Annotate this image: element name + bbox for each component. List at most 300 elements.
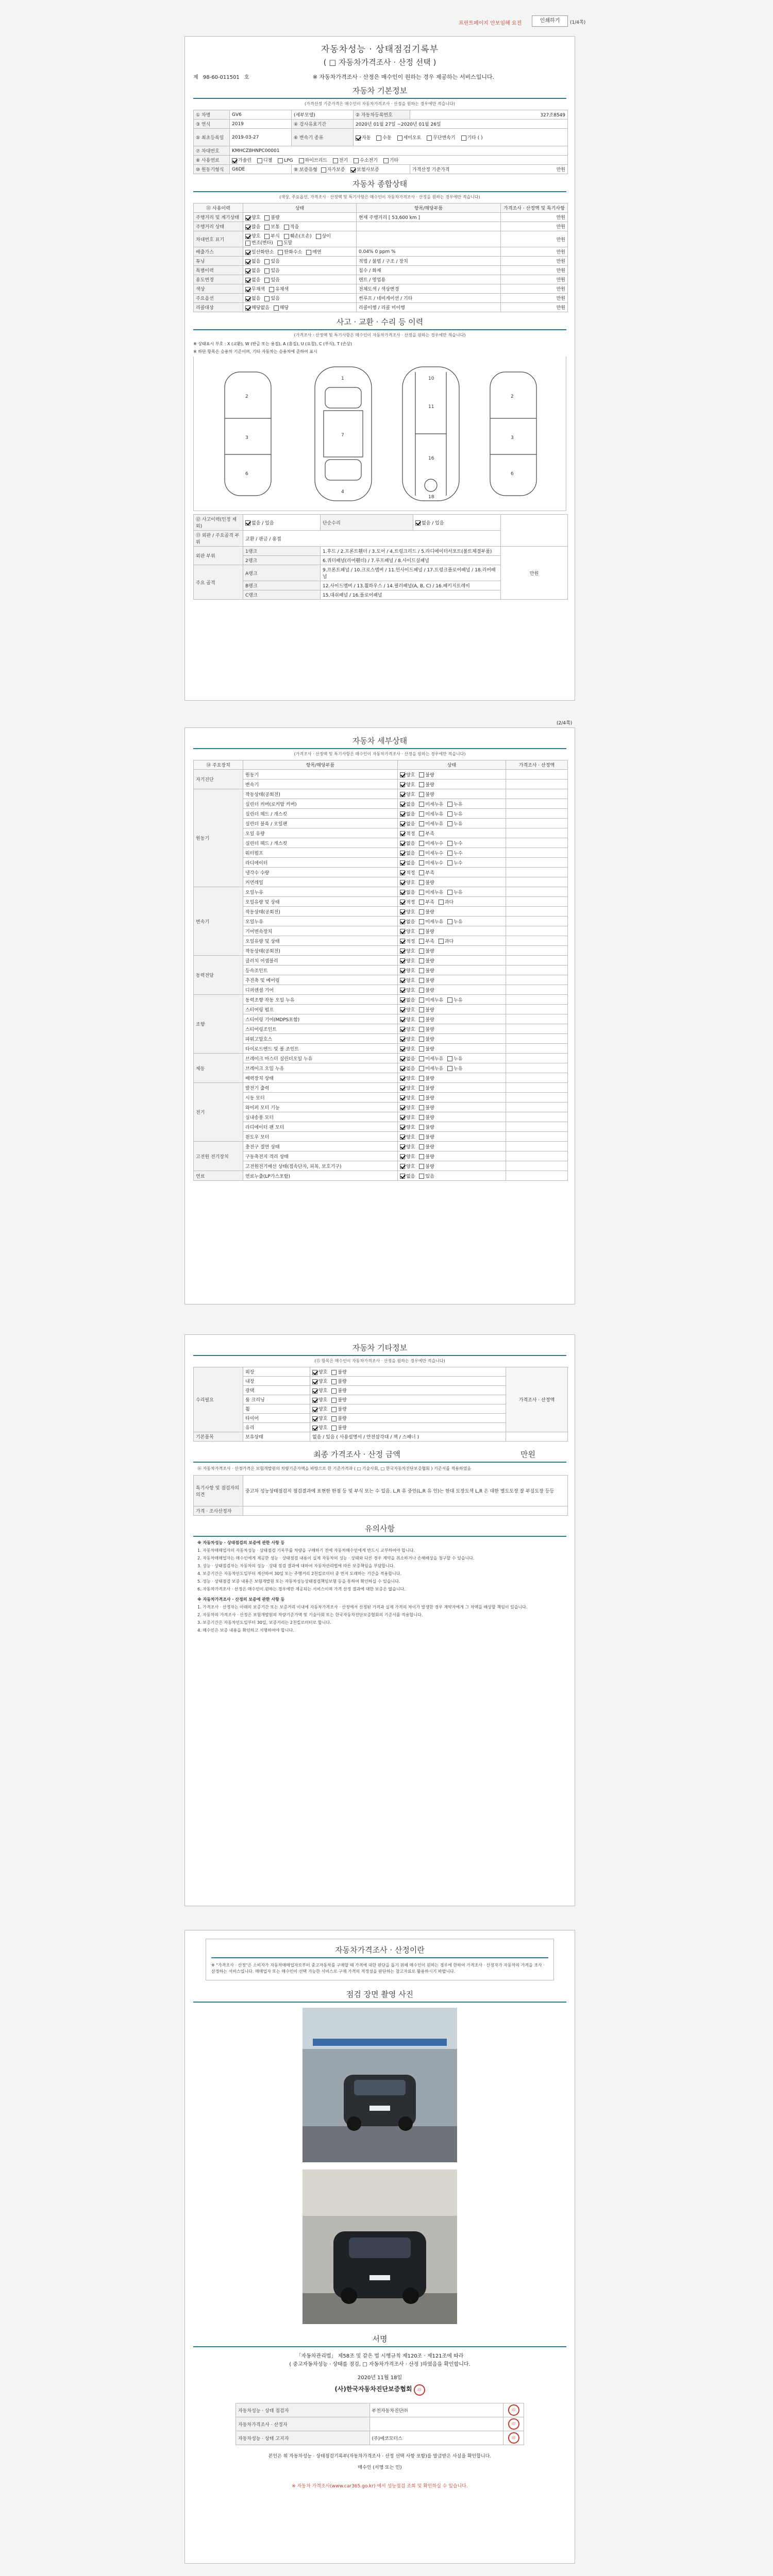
- state-checkbox[interactable]: [419, 968, 424, 973]
- state-checkbox[interactable]: [400, 1017, 405, 1022]
- state-checkbox[interactable]: [400, 772, 405, 777]
- detail-state: [398, 887, 506, 897]
- state-checkbox[interactable]: [400, 1046, 405, 1052]
- state-option: [439, 900, 453, 905]
- state-checkbox[interactable]: [419, 841, 424, 846]
- photo-2-svg: [303, 2170, 457, 2324]
- state-option: [264, 268, 279, 274]
- state-checkbox[interactable]: [419, 1144, 424, 1149]
- state-checkbox[interactable]: [400, 851, 405, 856]
- state-option: [400, 792, 415, 798]
- accident-state: [243, 515, 321, 531]
- sign-title: 서명: [193, 2333, 566, 2347]
- state-checkbox[interactable]: [245, 234, 250, 239]
- state-option-label: 양호: [406, 988, 415, 993]
- state-checkbox[interactable]: [400, 1164, 405, 1169]
- state-checkbox[interactable]: [245, 306, 250, 311]
- part-num: 3: [511, 435, 514, 440]
- checkbox-fuel-other[interactable]: [383, 158, 389, 163]
- state-checkbox[interactable]: [312, 1398, 317, 1403]
- part-num: 6: [511, 471, 514, 477]
- state-checkbox[interactable]: [400, 1056, 405, 1061]
- state-checkbox[interactable]: [419, 988, 424, 993]
- state-checkbox[interactable]: [400, 1125, 405, 1130]
- car-top-rear-window: [325, 460, 361, 480]
- state-checkbox[interactable]: [400, 997, 405, 1003]
- state-checkbox[interactable]: [400, 968, 405, 973]
- etc-item: 유리: [243, 1423, 310, 1432]
- summary-row-state: [243, 303, 357, 312]
- state-checkbox[interactable]: [264, 215, 270, 221]
- inspection-photo-1: [303, 2008, 457, 2162]
- detail-group-label: 고전원 전기장치: [194, 1142, 243, 1171]
- state-checkbox[interactable]: [419, 1154, 424, 1159]
- state-option: [419, 812, 443, 817]
- signer-stamp: [503, 2431, 524, 2445]
- accident-label: ⑫ 사고이력(인정 제외): [194, 515, 243, 531]
- state-checkbox[interactable]: [419, 919, 424, 924]
- detail-row: [194, 946, 568, 956]
- detail-price: [506, 877, 568, 887]
- state-checkbox[interactable]: [277, 241, 282, 246]
- state-option: [400, 1086, 415, 1091]
- state-option: [419, 969, 434, 974]
- detail-row: [194, 1034, 568, 1044]
- footer-note: ※ 자동차 가격조사(www.car365.go.kr) 에서 성능점검 조회 및 확인하실 수 있습니다.: [292, 2484, 468, 2489]
- checkbox-fuel-diesel[interactable]: [257, 158, 262, 163]
- state-option: [400, 822, 415, 827]
- state-checkbox[interactable]: [306, 250, 311, 255]
- state-checkbox[interactable]: [400, 1007, 405, 1012]
- checkbox-gear-semi[interactable]: [397, 135, 402, 141]
- state-checkbox[interactable]: [400, 948, 405, 954]
- state-checkbox[interactable]: [419, 811, 424, 817]
- notice-item: 6. 자동차가격조사 · 산정은 매수인이 원하는 경우에만 제공되는 서비스이며 가격 산정 결과에 대한 보증은 없습니다.: [197, 1587, 406, 1591]
- page-4: [184, 1930, 575, 2564]
- state-checkbox[interactable]: [264, 259, 270, 264]
- state-checkbox[interactable]: [447, 811, 452, 817]
- state-option: [331, 1379, 346, 1384]
- state-option-label: 불량: [425, 1027, 434, 1032]
- detail-row: [194, 770, 568, 779]
- state-checkbox[interactable]: [400, 1095, 405, 1100]
- state-checkbox[interactable]: [400, 1066, 405, 1071]
- state-option-label: 많음: [251, 225, 261, 230]
- state-checkbox[interactable]: [284, 234, 289, 239]
- state-option-label: 과다: [444, 900, 454, 905]
- state-checkbox[interactable]: [419, 958, 424, 963]
- state-checkbox[interactable]: [419, 1046, 424, 1052]
- state-checkbox[interactable]: [419, 1174, 424, 1179]
- state-checkbox[interactable]: [400, 792, 405, 797]
- state-checkbox[interactable]: [400, 880, 405, 885]
- state-option-label: 없음: [251, 296, 261, 301]
- state-checkbox[interactable]: [400, 1027, 405, 1032]
- detail-price: [506, 1063, 568, 1073]
- state-checkbox[interactable]: [400, 939, 405, 944]
- outer-rank1-items: 1.후드 / 2.프론트휀더 / 3.도어 / 4.트렁크리드 / 5.라디에이터서포트(볼트체결부품): [321, 547, 501, 556]
- state-option-label: 불량: [425, 909, 434, 915]
- state-option: [245, 268, 260, 274]
- state-option-label: 없음: [251, 259, 261, 264]
- car-name-label: ① 차명: [194, 110, 230, 120]
- state-checkbox[interactable]: [419, 1164, 424, 1169]
- state-option-label: 양호: [406, 1144, 415, 1150]
- checkbox-fuel-gasoline[interactable]: [232, 158, 237, 163]
- accident-price: 만원: [501, 547, 568, 600]
- notice-title: 유의사항: [193, 1523, 566, 1537]
- state-checkbox[interactable]: [447, 890, 452, 895]
- state-checkbox[interactable]: [400, 1144, 405, 1149]
- state-checkbox[interactable]: [447, 802, 452, 807]
- gear-opt-label: 무단변속기: [433, 135, 456, 141]
- state-checkbox[interactable]: [419, 1056, 424, 1061]
- state-option: [447, 802, 462, 807]
- checkbox-simple-none[interactable]: [415, 520, 421, 526]
- state-checkbox[interactable]: [245, 225, 250, 230]
- doc-subtitle: ( □ 자동차가격조사 · 산정 선택 ): [323, 58, 436, 67]
- state-checkbox[interactable]: [419, 772, 424, 777]
- state-checkbox[interactable]: [419, 821, 424, 826]
- summary-row-price: 만원: [501, 294, 568, 303]
- state-checkbox[interactable]: [400, 1134, 405, 1140]
- state-checkbox[interactable]: [312, 1416, 317, 1421]
- doc-title: 자동차성능 · 상태점검기록부: [321, 44, 439, 55]
- state-checkbox[interactable]: [400, 1105, 405, 1110]
- detail-section-sub: (가격조사 · 산정액 및 특기사항은 매수인이 자동차가격조사 · 산정을 원하는 경우에만 적습니다): [294, 752, 466, 756]
- state-checkbox[interactable]: [312, 1379, 317, 1384]
- state-checkbox[interactable]: [419, 978, 424, 983]
- checkbox-fuel-lpg[interactable]: [278, 158, 283, 163]
- fuel-opt-label: 전기: [339, 158, 348, 163]
- etc-table: [193, 1367, 568, 1442]
- state-option-label: 적정: [406, 939, 415, 944]
- detail-row: [194, 1171, 568, 1181]
- state-checkbox[interactable]: [312, 1388, 317, 1394]
- state-checkbox[interactable]: [447, 821, 452, 826]
- state-option: [400, 1066, 415, 1072]
- state-checkbox[interactable]: [439, 900, 444, 905]
- state-option-label: 적정: [406, 900, 415, 905]
- state-checkbox[interactable]: [419, 1095, 424, 1100]
- state-checkbox[interactable]: [447, 997, 452, 1003]
- state-checkbox[interactable]: [264, 234, 270, 239]
- state-checkbox[interactable]: [400, 978, 405, 983]
- state-checkbox[interactable]: [400, 841, 405, 846]
- state-option: [439, 939, 453, 944]
- checkbox-warranty-self[interactable]: [321, 167, 326, 173]
- state-option: [419, 1086, 434, 1091]
- detail-price: [506, 917, 568, 926]
- etc-item: 외장: [243, 1367, 310, 1377]
- seal-icon: 印: [508, 2432, 519, 2444]
- summary-col-detail: 항목/해당부품: [357, 204, 501, 213]
- detail-row: [194, 809, 568, 819]
- signer-row: [236, 2417, 524, 2431]
- warranty-opt: 자가보증: [327, 167, 345, 173]
- state-option: [306, 250, 321, 255]
- checkbox-fuel-ev[interactable]: [333, 158, 338, 163]
- state-option: [419, 988, 434, 993]
- state-option-label: 양호: [406, 1086, 415, 1091]
- summary-row-price: 만원: [501, 266, 568, 275]
- detail-item: 작동상태(공회전): [243, 946, 398, 956]
- checkbox-gear-cvt[interactable]: [427, 135, 432, 141]
- state-option: [400, 1027, 415, 1032]
- state-checkbox[interactable]: [312, 1370, 317, 1375]
- state-option: [419, 802, 443, 807]
- state-checkbox[interactable]: [419, 909, 424, 914]
- state-checkbox[interactable]: [419, 1017, 424, 1022]
- state-checkbox[interactable]: [400, 958, 405, 963]
- state-option-label: 매연: [312, 250, 322, 255]
- state-option: [419, 890, 443, 895]
- state-checkbox[interactable]: [419, 831, 424, 836]
- state-option: [419, 1076, 434, 1081]
- state-option-label: 있음: [271, 259, 280, 264]
- state-checkbox[interactable]: [400, 1115, 405, 1120]
- etc-state: [310, 1367, 506, 1377]
- detail-state: [398, 1024, 506, 1034]
- state-checkbox[interactable]: [447, 851, 452, 856]
- state-checkbox[interactable]: [284, 225, 289, 230]
- state-checkbox[interactable]: [419, 939, 424, 944]
- state-option: [419, 1145, 434, 1150]
- state-checkbox[interactable]: [400, 802, 405, 807]
- checkbox-accident-none[interactable]: [245, 520, 250, 526]
- state-checkbox[interactable]: [419, 851, 424, 856]
- state-checkbox[interactable]: [447, 919, 452, 924]
- state-checkbox[interactable]: [400, 1086, 405, 1091]
- state-checkbox[interactable]: [245, 278, 250, 283]
- state-checkbox[interactable]: [264, 278, 270, 283]
- state-checkbox[interactable]: [278, 250, 283, 255]
- state-checkbox[interactable]: [419, 1086, 424, 1091]
- rank-a: A랭크: [243, 565, 321, 581]
- etc-section-sub: (⑮ 항목은 매수인이 자동차가격조사 · 산정을 원하는 경우에만 적습니다): [314, 1359, 445, 1363]
- state-option-label: 불량: [425, 782, 434, 788]
- state-checkbox[interactable]: [419, 880, 424, 885]
- state-option: [269, 287, 289, 292]
- accident-table: [193, 514, 568, 600]
- state-option-label: 불량: [425, 772, 434, 778]
- summary-row-label: 배출가스: [194, 247, 243, 257]
- state-option-label: 양호: [318, 1388, 328, 1394]
- detail-state: [398, 770, 506, 779]
- state-checkbox[interactable]: [400, 909, 405, 914]
- valid-period: 2020년 01월 27일 ~2020년 01월 26일: [354, 120, 568, 129]
- checkbox-gear-manual[interactable]: [376, 135, 381, 141]
- state-option-label: 적정: [406, 831, 415, 837]
- state-checkbox[interactable]: [400, 1037, 405, 1042]
- checkbox-fuel-hydrogen[interactable]: [354, 158, 359, 163]
- state-option-label: 해당: [279, 306, 289, 311]
- summary-row-price: 만원: [501, 257, 568, 266]
- state-checkbox[interactable]: [419, 900, 424, 905]
- summary-row-price: 만원: [501, 303, 568, 312]
- state-checkbox[interactable]: [419, 792, 424, 797]
- warranty-options: [292, 165, 410, 174]
- state-option: [419, 1057, 443, 1062]
- state-option-label: 양호: [406, 880, 415, 886]
- state-checkbox[interactable]: [419, 1007, 424, 1012]
- state-option: [400, 949, 415, 954]
- state-checkbox[interactable]: [419, 782, 424, 787]
- state-checkbox[interactable]: [245, 241, 250, 246]
- state-checkbox[interactable]: [400, 919, 405, 924]
- state-checkbox[interactable]: [269, 287, 274, 292]
- state-checkbox[interactable]: [419, 1027, 424, 1032]
- state-option: [284, 234, 312, 239]
- receipt-line: [185, 2452, 575, 2461]
- detail-state: [398, 1142, 506, 1151]
- state-checkbox[interactable]: [447, 1056, 452, 1061]
- state-checkbox[interactable]: [245, 250, 250, 255]
- state-checkbox[interactable]: [245, 287, 250, 292]
- state-option: [419, 841, 443, 846]
- state-checkbox[interactable]: [400, 929, 405, 934]
- receipt-sign-mark[interactable]: (서명 또는 인): [373, 2465, 402, 2470]
- state-option: [400, 1057, 415, 1062]
- etc-item: 룸 크리닝: [243, 1395, 310, 1404]
- part-num: 7: [341, 433, 344, 438]
- state-checkbox[interactable]: [419, 802, 424, 807]
- state-checkbox[interactable]: [400, 821, 405, 826]
- state-option-label: 없음: [251, 268, 261, 274]
- signer-role: 자동차성능 · 상태 점검자: [236, 2403, 370, 2417]
- state-checkbox[interactable]: [419, 1134, 424, 1140]
- state-checkbox[interactable]: [331, 1379, 337, 1384]
- state-option: [400, 900, 415, 905]
- state-checkbox[interactable]: [447, 1066, 452, 1071]
- state-option: [419, 1115, 434, 1121]
- state-checkbox[interactable]: [400, 782, 405, 787]
- detail-state: [398, 789, 506, 799]
- state-checkbox[interactable]: [400, 1076, 405, 1081]
- first-reg: 2019-03-27: [230, 129, 292, 146]
- state-checkbox[interactable]: [419, 948, 424, 954]
- state-checkbox[interactable]: [419, 997, 424, 1003]
- state-checkbox[interactable]: [245, 296, 250, 301]
- state-option-label: 미세누수: [425, 851, 444, 856]
- state-option-label: 양호: [406, 1125, 415, 1130]
- detail-item: 배력장치 상태: [243, 1073, 398, 1083]
- state-checkbox[interactable]: [419, 1125, 424, 1130]
- state-checkbox[interactable]: [274, 306, 279, 311]
- summary-row: [194, 303, 568, 312]
- detail-item: 라디에이터: [243, 858, 398, 868]
- state-checkbox[interactable]: [419, 1115, 424, 1120]
- state-checkbox[interactable]: [400, 811, 405, 817]
- state-checkbox[interactable]: [331, 1426, 337, 1431]
- state-checkbox[interactable]: [331, 1416, 337, 1421]
- detail-item: 연료누출(LP가스포함): [243, 1171, 398, 1181]
- detail-row: [194, 975, 568, 985]
- state-checkbox[interactable]: [316, 234, 321, 239]
- state-checkbox[interactable]: [312, 1407, 317, 1412]
- detail-row: [194, 1112, 568, 1122]
- state-option-label: 있음: [425, 1174, 434, 1179]
- detail-item: 원동기: [243, 770, 398, 779]
- state-checkbox[interactable]: [331, 1407, 337, 1412]
- state-option-label: 양호: [406, 1046, 415, 1052]
- state-checkbox[interactable]: [400, 900, 405, 905]
- accident-legend-2: ※ 하단 항목은 승용차 기준이며, 기타 자동차는 승용차에 준하여 표시: [193, 349, 317, 354]
- detail-item: 충전구 절연 상태: [243, 1142, 398, 1151]
- outer-rank2: 2랭크: [243, 556, 321, 565]
- detail-price: [506, 985, 568, 995]
- state-checkbox[interactable]: [447, 860, 452, 866]
- state-option: [419, 832, 434, 837]
- state-checkbox[interactable]: [400, 890, 405, 895]
- state-checkbox[interactable]: [245, 259, 250, 264]
- checkbox-warranty-insurance[interactable]: [350, 167, 356, 173]
- state-checkbox[interactable]: [447, 841, 452, 846]
- state-checkbox[interactable]: [331, 1398, 337, 1403]
- state-checkbox[interactable]: [245, 268, 250, 274]
- state-checkbox[interactable]: [419, 860, 424, 866]
- state-checkbox[interactable]: [264, 296, 270, 301]
- state-checkbox[interactable]: [400, 860, 405, 866]
- state-option-label: 없음: [406, 841, 415, 846]
- state-option-label: 유채색: [275, 287, 289, 292]
- state-option: [274, 306, 289, 311]
- state-option: [312, 1370, 327, 1375]
- state-checkbox[interactable]: [419, 1037, 424, 1042]
- state-checkbox[interactable]: [331, 1388, 337, 1394]
- state-checkbox[interactable]: [400, 831, 405, 836]
- state-option-label: 불량: [425, 1037, 434, 1042]
- detail-price: [506, 848, 568, 858]
- print-button[interactable]: 인쇄하기: [532, 15, 568, 27]
- state-option-label: 불량: [425, 988, 434, 993]
- state-checkbox[interactable]: [312, 1426, 317, 1431]
- state-option-label: 불량: [425, 948, 434, 954]
- state-option-label: 불량: [425, 1105, 434, 1111]
- detail-price: [506, 770, 568, 779]
- summary-row-price: 만원: [501, 275, 568, 284]
- state-checkbox[interactable]: [419, 1066, 424, 1071]
- state-checkbox[interactable]: [419, 929, 424, 934]
- detail-state: [398, 1073, 506, 1083]
- state-checkbox[interactable]: [419, 890, 424, 895]
- detail-section-title: 자동차 세부상태: [193, 735, 566, 749]
- top-notice: 프린트페이지 안보임해 요전: [459, 21, 522, 26]
- state-checkbox[interactable]: [400, 870, 405, 875]
- checkbox-gear-other[interactable]: [461, 135, 466, 141]
- state-checkbox[interactable]: [400, 1174, 405, 1179]
- state-option: [316, 234, 331, 239]
- signer-name: [369, 2417, 503, 2431]
- state-checkbox[interactable]: [439, 939, 444, 944]
- state-checkbox[interactable]: [264, 225, 270, 230]
- state-checkbox[interactable]: [419, 870, 424, 875]
- state-checkbox[interactable]: [245, 215, 250, 221]
- state-checkbox[interactable]: [400, 1154, 405, 1159]
- checkbox-fuel-hybrid[interactable]: [299, 158, 304, 163]
- state-checkbox[interactable]: [419, 1076, 424, 1081]
- detail-price: [506, 828, 568, 838]
- state-option-label: 양호: [318, 1379, 328, 1384]
- state-option-label: 불량: [425, 1125, 434, 1130]
- checkbox-gear-auto[interactable]: [356, 135, 361, 141]
- state-checkbox[interactable]: [331, 1370, 337, 1375]
- state-checkbox[interactable]: [419, 1105, 424, 1110]
- state-checkbox[interactable]: [400, 988, 405, 993]
- motor-label: ⑩ 원동기형식: [194, 165, 230, 174]
- state-checkbox[interactable]: [264, 268, 270, 274]
- state-option-label: 불량: [425, 1144, 434, 1150]
